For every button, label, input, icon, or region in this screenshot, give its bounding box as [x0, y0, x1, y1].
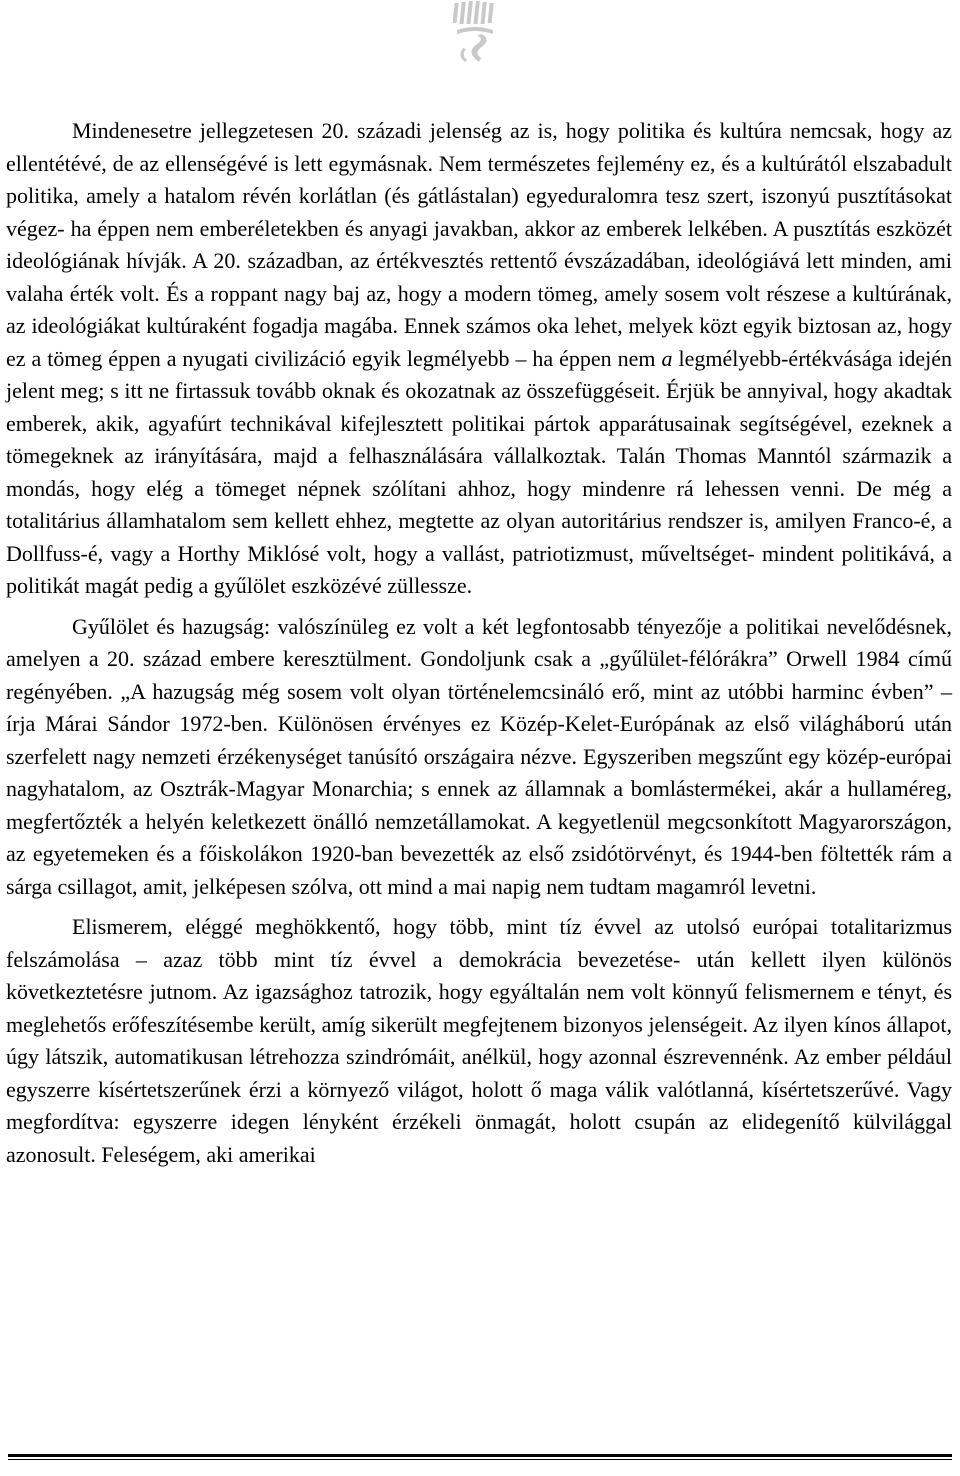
paragraph-1-text-end: legmélyebb-értékvásága idején jelent meg; s itt ne firtassuk tovább oknak és okozatnak az összefüggéseit. Érjük be annyival, hogy akadtak emberek, akik, agyafúrt technikával kifejlesztett politikai pártok apparátusainak segítségével, ezeknek a tömegeknek az irányítására, majd a felhasználására vállalkoztak. Talán Thomas Manntól származik a mondás, hogy elég a tömeget népnek szólítani ahhoz, hogy mindenre rá lehessen venni. De még a totalitárius államhatalom sem kellett ehhez, megtette az olyan autoritárius rendszer is, amilyen Franco-é, a Dollfuss-é, vagy a Horthy Miklósé volt, hogy a vallást, patriotizmust, műveltséget- mindent politikává, a politikát magát pedig a gyűlölet eszközévé züllessze.	[6, 345, 952, 598]
footer-double-rule	[8, 1454, 952, 1460]
paragraph-1	[6, 115, 952, 603]
emphasis-a: a	[661, 345, 673, 371]
footer-rule-thin	[8, 1459, 952, 1460]
footer-rule-thick	[8, 1454, 952, 1457]
publisher-logo-icon	[451, 0, 499, 66]
body-text	[6, 115, 952, 1171]
paragraph-2: Gyűlölet és hazugság: valószínüleg ez volt a két legfontosabb tényezője a politikai nevelődésnek, amelyen a 20. század embere keresztülment. Gondoljunk csak a „gyűlület-félórákra” Orwell 1984 című regényében. „A hazugság még sosem volt olyan történelemcsináló erő, mint az utóbbi harminc évben” – írja Márai Sándor 1972-ben. Különösen érvényes ez Közép-Kelet-Európának az első világháború után szerfelett nagy nemzeti érzékenységet tanúsító országaira nézve. Egyszeriben megszűnt egy közép-európai nagyhatalom, az Osztrák-Magyar Monarchia; s ennek az államnak a bomlástermékei, akár a hullaméreg, megfertőzték a helyén keletkezett önálló nemzetállamokat. A kegyetlenül megcsonkított Magyarországon, az egyetemeken és a főiskolákon 1920-ban bevezették az első zsidótörvényt, és 1944-ben föltették rám a sárga csillagot, amit, jelképesen szólva, ott mind a mai napig nem tudtam magamról levetni.	[6, 613, 952, 899]
paragraph-3: Elismerem, eléggé meghökkentő, hogy több, mint tíz évvel az utolsó európai totalitarizmus felszámolása – azaz több mint tíz évvel a demokrácia bevezetése- után kellett ilyen különös következtetésre jutnom. Az igazsághoz tatrozik, hogy egyáltalán nem volt könnyű felismernem e tényt, és meglehetős erőfeszítésembe került, amíg sikerült megfejtenem bizonyos jelenségeit. Az ilyen kínos állapot, úgy látszik, automatikusan létrehozza szindrómáit, anélkül, hogy azonnal észrevennénk. Az ember például egyszerre kísértetszerűnek érzi a környező világot, holott ő maga válik valótlanná, kísértetszerűvé. Vagy megfordítva: egyszerre idegen lényként érzékeli önmagát, holott csupán az elidegenítő külvilággal azonosult. Feleségem, aki amerikai	[6, 914, 952, 1167]
paragraph-1-text-start: Mindenesetre jellegzetesen 20. századi jelenség az is, hogy politika és kultúra nemcsak, hogy az ellentétévé, de az ellenségévé is lett egymásnak. Nem természetes fejlemény ez, és a kultúrától elszabadult politika, amely a hatalom révén korlátlan (és gátlástalan) egyeduralomra tesz szert, iszonyú pusztításokat végez- ha éppen nem emberéletekben és anyagi javakban, akkor az emberek lelkében. A pusztítás eszközét ideológiának hívják. A 20. században, az értékvesztés rettentő évszázadában, ideológiává lett minden, ami valaha érték volt. És a roppant nagy baj az, hogy a modern tömeg, amely sosem volt részese a kultúrának, az ideológiákat kultúraként fogadja magába. Ennek számos oka lehet, melyek közt egyik biztosan az, hogy ez a tömeg éppen a nyugati civilizáció egyik legmélyebb – ha éppen nem	[6, 118, 952, 371]
